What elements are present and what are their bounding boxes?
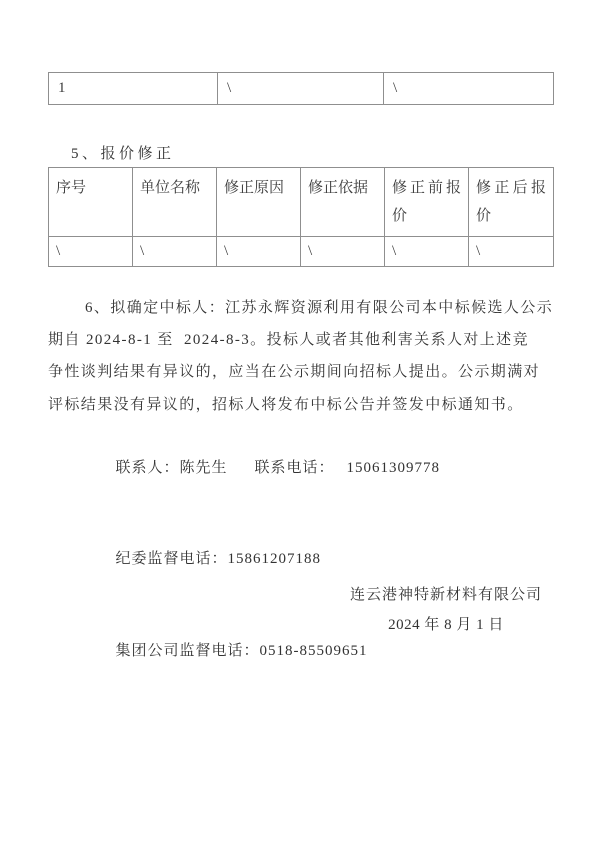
table-cell: \ (49, 237, 133, 267)
discipline-phone-number: 15861207188 (227, 551, 322, 568)
col-header-price-after: 修正后报价 (469, 168, 554, 237)
group-phone-label: 集团公司监督电话： (115, 643, 260, 660)
col-header-seq: 序号 (49, 168, 133, 237)
contact-person-name: 陈先生 (179, 459, 228, 476)
group-phone-number: 0518-85509651 (259, 643, 368, 660)
table-cell: \ (218, 73, 384, 105)
contact-phone-number: 15061309778 (346, 459, 441, 476)
table-cell: \ (217, 237, 301, 267)
table-cell: \ (385, 237, 469, 267)
signature-date: 2024 年 8 月 1 日 (388, 617, 504, 633)
contact-person-label: 联系人： (115, 459, 180, 476)
table-row (49, 73, 554, 105)
col-header-correction-reason: 修正原因 (217, 168, 301, 237)
paragraph-line: 期自 2024-8-1 至 2024-8-3。投标人或者其他利害关系人对上述竞 (48, 332, 529, 349)
discipline-phone-label: 纪委监督电话： (115, 551, 228, 568)
signature-block (301, 580, 591, 640)
table-cell: \ (301, 237, 385, 267)
table-cell-seq: 1 (49, 73, 218, 105)
previous-section-table (48, 72, 554, 105)
col-header-unit-name: 单位名称 (133, 168, 217, 237)
paragraph-line: 争性谈判结果有异议的，应当在公示期间向招标人提出。公示期满对 (48, 364, 541, 381)
col-header-correction-basis: 修正依据 (301, 168, 385, 237)
table-cell: \ (469, 237, 554, 267)
contact-person-line (87, 422, 440, 514)
company-name: 连云港神特新材料有限公司 (349, 587, 542, 603)
section5-heading: 5、报价修正 (71, 146, 175, 162)
paragraph-line: 6、拟确定中标人：江苏永辉资源利用有限公司本中标候选人公示 (85, 300, 554, 316)
price-correction-table (48, 167, 554, 267)
section6-paragraph (48, 292, 558, 421)
contact-info-block (87, 422, 440, 697)
table-cell: \ (133, 237, 217, 267)
paragraph-line: 评标结果没有异议的，招标人将发布中标公告并签发中标通知书。 (48, 396, 524, 413)
contact-phone-label: 联系电话： (254, 459, 335, 476)
table-row (49, 237, 554, 267)
table-cell: \ (384, 73, 554, 105)
col-header-price-before: 修正前报价 (385, 168, 469, 237)
table-header-row (49, 168, 554, 237)
